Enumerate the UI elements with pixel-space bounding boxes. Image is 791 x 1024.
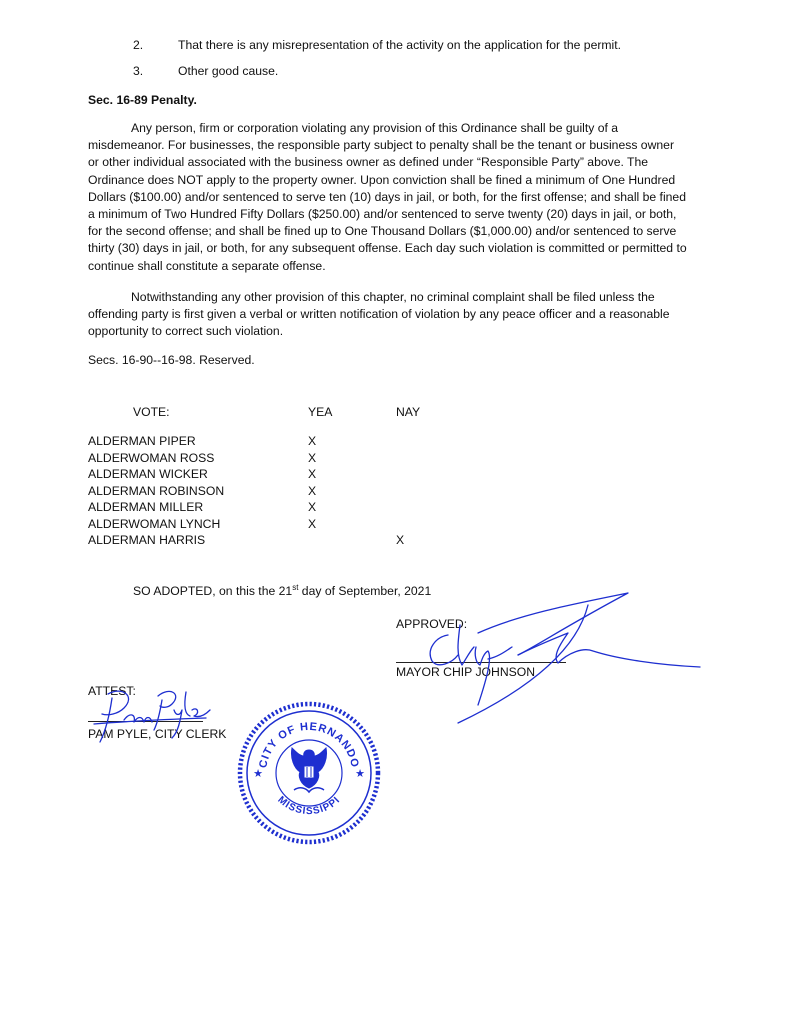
attest-label: ATTEST: (88, 684, 136, 698)
mayor-name: MAYOR CHIP JOHNSON (396, 665, 536, 679)
adopted-prefix: SO ADOPTED, on this the 21 (133, 584, 293, 599)
clerk-name: PAM PYLE, CITY CLERK (88, 727, 227, 741)
yea-mark: X (308, 467, 317, 481)
vote-row (88, 467, 508, 483)
alderman-name: ALDERMAN PIPER (88, 434, 196, 448)
star-icon: ★ (253, 767, 263, 780)
yea-header: YEA (308, 405, 333, 419)
alderman-name: ALDERMAN MILLER (88, 500, 204, 514)
eagle-emblem-icon (291, 748, 326, 792)
approved-label: APPROVED: (396, 617, 468, 631)
clerk-signature (88, 672, 218, 752)
vote-row (88, 484, 508, 500)
vote-row (88, 451, 508, 467)
seal-top-text: CITY OF HERNANDO (257, 720, 361, 770)
yea-mark: X (308, 450, 317, 465)
list-number-3: 3. (133, 64, 144, 78)
vote-row (88, 533, 508, 549)
vote-header-row (88, 405, 508, 421)
alderman-name: ALDERMAN ROBINSON (88, 483, 225, 498)
nay-mark: X (396, 533, 405, 547)
list-item-2-text: That there is any misrepresentation of the activity on the application for the permit. (178, 38, 622, 52)
nay-header: NAY (396, 405, 421, 419)
adopted-ordinal-suffix: st (292, 583, 299, 592)
seal-bottom-text: MISSISSIPPI (275, 794, 343, 818)
yea-mark: X (308, 434, 317, 448)
vote-header-label: VOTE: (133, 405, 170, 419)
penalty-paragraph: Any person, firm or corporation violating any provision of this Ordinance shall be guilty of a misdemeanor. For businesses, the responsible party subject to penalty shall be the tenant or business owner or other individual associated with the business owner as defined under “Responsible Party” above. The Ordinance does NOT apply to the property owner. Upon conviction shall be fined a minimum of One Hundred Dollars ($100.00) and/or sentenced to serve ten (10) days in jail, or both, for the first offense; and shall be fined a minimum of Two Hundred Fifty Dollars ($250.00) and/or sentenced to serve twenty (20) days in jail, or both, for the second offense; and shall be fined up to One Thousand Dollars ($1,000.00) and/or sentenced to serve thirty (30) days in jail, or both, for any subsequent offense. Each day such violation is committed or permitted to continue shall constitute a separate offense. (88, 121, 687, 273)
star-icon: ★ (355, 767, 365, 780)
vote-row (88, 517, 508, 533)
list-item-3-text: Other good cause. (178, 64, 279, 78)
city-seal (236, 700, 382, 846)
notification-paragraph: Notwithstanding any other provision of this chapter, no criminal complaint shall be filed unless the offending party is first given a verbal or written notification of violation by any peace officer and a reasonable opportunity to correct such violation. (88, 290, 670, 339)
alderman-name: ALDERWOMAN LYNCH (88, 516, 221, 531)
yea-mark: X (308, 483, 317, 498)
vote-row (88, 500, 508, 516)
mayor-signature (418, 585, 708, 725)
vote-row (88, 434, 508, 450)
adopted-suffix: day of September, 2021 (298, 584, 432, 599)
reserved-sections: Secs. 16-90--16-98. Reserved. (88, 353, 255, 367)
list-number-2: 2. (133, 38, 144, 52)
yea-mark: X (308, 500, 317, 514)
alderman-name: ALDERMAN HARRIS (88, 533, 206, 547)
alderman-name: ALDERMAN WICKER (88, 467, 208, 481)
alderman-name: ALDERWOMAN ROSS (88, 450, 215, 465)
section-heading: Sec. 16-89 Penalty. (88, 93, 197, 107)
yea-mark: X (308, 516, 317, 531)
adopted-statement (133, 583, 431, 598)
